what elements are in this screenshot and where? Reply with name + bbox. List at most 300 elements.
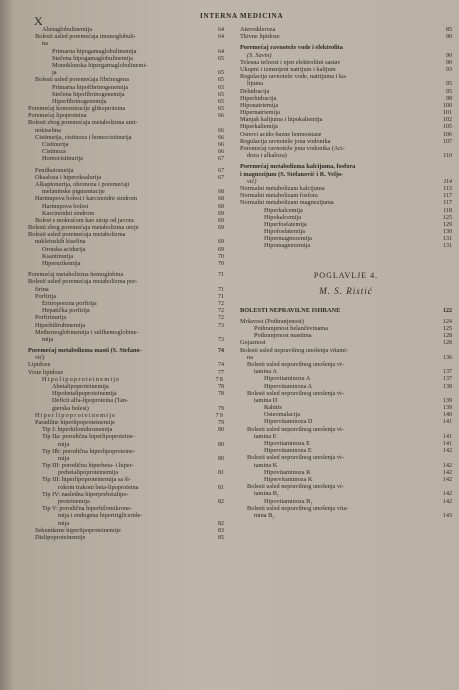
toc-entry xyxy=(240,332,452,339)
toc-entry-page: 117 xyxy=(443,193,452,200)
toc-entry-title: nukleinskih kiselina xyxy=(35,238,86,246)
toc-entry-page: 70 xyxy=(218,253,224,260)
toc-entry xyxy=(28,98,224,105)
toc-entry xyxy=(28,484,224,491)
toc-entry xyxy=(28,307,224,314)
toc-entry-title: Dislipoproteinemije xyxy=(35,533,86,541)
toc-entry-page: 78 xyxy=(215,376,224,383)
toc-entry-title: Deficit alfa-lipoproteina (Tan- xyxy=(52,397,129,405)
toc-entry xyxy=(240,80,452,87)
toc-entry-page: 80 xyxy=(218,441,224,448)
toc-entry xyxy=(28,361,224,368)
toc-entry-page: 136 xyxy=(443,354,452,361)
toc-entry xyxy=(240,44,452,51)
toc-entry-title: tamina A xyxy=(254,368,277,376)
toc-entry-title: Regulacija ravnoteže jona vodonika xyxy=(240,137,331,145)
toc-entry-title: proteinemija xyxy=(58,498,90,505)
toc-entry-page: 140 xyxy=(443,412,452,419)
toc-entry-title: Bolesti usled nepravilnog unošenja vi- xyxy=(247,425,344,433)
toc-entry xyxy=(28,40,224,47)
toc-entry xyxy=(28,48,224,55)
toc-entry-page: 71 xyxy=(218,272,224,279)
toc-entry xyxy=(240,318,452,325)
toc-left-column xyxy=(28,26,224,541)
toc-entry-title: Pothranjenost mastima xyxy=(254,332,312,340)
toc-entry xyxy=(28,148,224,155)
toc-entry-page: 65 xyxy=(218,84,224,91)
toc-entry-title: Dehidracija xyxy=(240,87,270,95)
toc-entry-title: Telesna tečnost i njen elektrolitni sastav xyxy=(240,58,341,66)
toc-entry xyxy=(240,235,452,242)
toc-entry-page: 107 xyxy=(443,138,452,145)
toc-entry xyxy=(240,66,452,73)
toc-entry xyxy=(28,390,224,397)
toc-entry xyxy=(240,505,452,512)
toc-entry-page: 141 xyxy=(443,441,452,447)
toc-entry-page: 66 xyxy=(218,142,224,148)
binding-shadow xyxy=(0,0,14,690)
toc-entry-page: 73 xyxy=(218,322,224,329)
toc-entry-page: 69 xyxy=(218,210,224,217)
toc-entry-title: Poremećaj ravnoteže jona vodonika (Aci- xyxy=(240,145,345,152)
toc-entry-title: melaninske pigmentacije xyxy=(42,188,105,196)
toc-entry-title: Hiperkalcemija xyxy=(264,206,303,214)
toc-entry-page: 125 xyxy=(443,214,452,221)
toc-entry-title: mija xyxy=(42,335,54,343)
toc-entry-title: Hipovitaminoza E xyxy=(264,440,310,447)
toc-entry-page: 65 xyxy=(218,106,224,113)
toc-entry xyxy=(240,426,452,433)
toc-entry-title: Vrste lipidoze xyxy=(28,368,64,376)
toc-entry xyxy=(28,534,224,541)
toc-entry-page: 82 xyxy=(218,520,224,527)
toc-entry-title: Hipervitaminoza D xyxy=(264,418,313,426)
toc-entry-page: 90 xyxy=(446,34,452,41)
toc-entry-title: Hiperlipoproteinemije xyxy=(35,411,117,419)
toc-entry-page: 131 xyxy=(443,236,452,243)
toc-entry xyxy=(240,95,452,102)
toc-entry xyxy=(28,278,224,285)
toc-entry-title: Bolesti usled nepravilnog unošenja vitami- xyxy=(240,346,349,354)
toc-entry-title: Ksantinurija xyxy=(42,252,74,260)
toc-entry-title: prebetalipoproteinemija xyxy=(58,469,119,477)
toc-entry-page: 85 xyxy=(218,534,224,541)
toc-entry-title: Bolesti usled poremećaja fibrinogena xyxy=(35,76,129,84)
toc-entry-page: 81 xyxy=(218,484,224,491)
toc-entry xyxy=(240,73,452,80)
toc-entry-page: 118 xyxy=(443,207,452,214)
toc-entry-page: 139 xyxy=(443,405,452,412)
toc-entry-title: BOLESTI NEPRAVILNE ISHRANE xyxy=(240,306,341,314)
toc-entry xyxy=(240,171,452,178)
toc-entry-title: Bolesti zbog poremećaja metabolizma ureje xyxy=(28,224,139,232)
toc-entry-title: Bolesti usled nepravilnog unošenja vi- xyxy=(247,454,344,462)
toc-entry xyxy=(28,322,224,329)
toc-entry-page: 142 xyxy=(443,469,452,476)
toc-entry-title: tamina D xyxy=(254,396,278,404)
toc-entry-title: mija xyxy=(58,440,70,448)
toc-entry-title: Tip IV: nasledna hiperprebetalipo- xyxy=(42,490,129,498)
toc-entry-title: Cistinurija xyxy=(42,141,69,148)
toc-entry-title: Oksaloza i hiperoksalurija xyxy=(35,173,102,181)
toc-entry xyxy=(240,131,452,138)
toc-entry-page: 66 xyxy=(218,134,224,141)
toc-entry-title: Sekundarne hiperlipoproteinemije xyxy=(35,526,121,534)
toc-right-column xyxy=(240,26,452,519)
toc-entry xyxy=(28,238,224,245)
toc-entry-title: Monoklonska hipergamaglobulinemi- xyxy=(52,61,148,69)
toc-entry-page: 66 xyxy=(218,149,224,156)
toc-entry-page: 65 xyxy=(218,77,224,84)
toc-entry-title: Porfirinurija xyxy=(35,314,67,322)
toc-entry xyxy=(28,112,224,119)
toc-entry-title: Bolesti usled nepravilnog unošenja vi- xyxy=(247,389,344,397)
toc-entry-title: Manjak kalijuma i hipokaliemija xyxy=(240,116,323,124)
toc-entry xyxy=(28,498,224,505)
toc-entry xyxy=(28,300,224,307)
toc-entry xyxy=(28,441,224,448)
toc-entry-title: vić) xyxy=(247,177,257,185)
toc-entry-page: 79 xyxy=(218,405,224,412)
toc-entry-title: Hiperurikemija xyxy=(42,260,81,267)
toc-entry-title: Hiperhidracija xyxy=(240,94,277,102)
toc-entry xyxy=(240,512,452,519)
toc-entry xyxy=(240,185,452,192)
toc-entry xyxy=(28,448,224,455)
toc-entry-title: Paradilne hiperlipoproteinemije xyxy=(35,418,115,426)
toc-entry xyxy=(240,325,452,332)
toc-entry-title: tamina E xyxy=(254,432,277,440)
running-header: INTERNA MEDICINA xyxy=(200,12,284,20)
toc-entry xyxy=(240,59,452,66)
toc-entry-page: 82 xyxy=(218,499,224,505)
toc-entry-title: Orotska acidurija xyxy=(42,245,86,253)
toc-entry xyxy=(240,433,452,440)
toc-entry-title: Hipervitaminoza E xyxy=(264,447,312,455)
toc-entry xyxy=(28,397,224,404)
toc-entry xyxy=(28,271,224,278)
spacer xyxy=(240,260,452,270)
toc-entry xyxy=(240,221,452,228)
toc-entry-page: 141 xyxy=(443,419,452,426)
toc-entry-title: doza i alkaloza) xyxy=(247,152,287,160)
toc-entry-title: Hiperfosfatemija xyxy=(264,220,307,228)
toc-entry xyxy=(28,419,224,426)
toc-entry-page: 64 xyxy=(218,34,224,41)
toc-entry-page: 128 xyxy=(443,340,452,347)
chapter-heading: POGLAVLJE 4. xyxy=(313,270,379,280)
toc-entry-title: (S. Savin) xyxy=(247,51,272,59)
toc-entry xyxy=(28,426,224,433)
toc-entry-page: 90 xyxy=(446,52,452,59)
toc-entry xyxy=(240,102,452,109)
spacer xyxy=(240,297,452,307)
toc-entry xyxy=(28,314,224,321)
toc-entry-title: Tip IIb: porodična hiperlipoproteine- xyxy=(42,447,135,455)
toc-entry-page: 142 xyxy=(443,491,452,498)
toc-entry xyxy=(240,26,452,33)
toc-entry xyxy=(240,490,452,497)
toc-entry-title: Tip I: hiperhilomikronemija xyxy=(42,426,113,434)
toc-entry-title: Ateroskleroza xyxy=(240,26,276,33)
toc-entry xyxy=(28,84,224,91)
toc-entry xyxy=(28,26,224,33)
toc-entry-title: Bolest s mokraćom kao sirup od javora xyxy=(35,216,134,224)
toc-entry xyxy=(240,498,452,505)
toc-entry xyxy=(240,199,452,206)
toc-entry-title: Osnovi acido-bazne homeostaze xyxy=(240,130,322,138)
toc-entry xyxy=(28,155,224,162)
toc-entry xyxy=(240,483,452,490)
toc-entry-title: Abetalipoproteinemija xyxy=(52,383,109,390)
toc-entry-page: 67 xyxy=(218,174,224,181)
toc-entry xyxy=(240,390,452,397)
toc-entry-title: Gojaznost xyxy=(240,339,266,347)
toc-entry-page: 64 xyxy=(218,27,224,33)
toc-entry xyxy=(28,62,224,69)
toc-entry-title: Lipidoze xyxy=(28,361,51,369)
toc-entry xyxy=(28,167,224,174)
toc-entry xyxy=(28,369,224,376)
toc-entry-page: 81 xyxy=(218,470,224,477)
toc-entry-page: 80 xyxy=(218,455,224,462)
toc-entry xyxy=(240,454,452,461)
toc-entry-page: 69 xyxy=(218,225,224,232)
toc-entry-title: Stečena hipofibrinogenemija xyxy=(52,90,125,98)
toc-entry-title: Poremećaj metabolizma hemoglobina xyxy=(28,271,124,279)
toc-entry xyxy=(28,217,224,224)
toc-entry-title: Tip III: porodična hiperbeta- i hiper- xyxy=(42,462,134,470)
toc-entry-page: 66 xyxy=(218,113,224,120)
toc-entry-page: 65 xyxy=(218,98,224,105)
toc-entry-title: Cistinoza xyxy=(42,148,66,156)
toc-entry-page: 71 xyxy=(218,293,224,300)
toc-entry-page: 70 xyxy=(218,261,224,267)
toc-entry-title: Primarna hipogamaglobulinemija xyxy=(52,47,137,55)
toc-entry-title: rokom trakom beta-lipoproteina xyxy=(58,483,139,491)
toc-entry-page: 66 xyxy=(218,127,224,134)
toc-entry xyxy=(28,376,224,383)
toc-entry xyxy=(28,134,224,141)
toc-entry-title: Tip III: hiperlipoproteinemija sa ši- xyxy=(42,476,131,484)
toc-entry xyxy=(240,123,452,130)
toc-entry xyxy=(240,440,452,447)
toc-entry xyxy=(28,105,224,112)
toc-entry-title: mina B₂ xyxy=(254,511,275,519)
toc-entry-title: Poremećaj koncentracije glikoproteina xyxy=(28,105,126,113)
toc-entry xyxy=(240,52,452,59)
toc-entry xyxy=(28,33,224,40)
toc-entry-page: 129 xyxy=(443,221,452,228)
toc-entry-title: Karcinoidni sindrom xyxy=(42,209,95,217)
toc-entry-page: 142 xyxy=(443,476,452,483)
toc-entry xyxy=(28,260,224,267)
toc-entry-title: Normalni metabolizam kalcijuma xyxy=(240,184,325,192)
toc-entry-title: Primarna hipofibrinogenemija xyxy=(52,83,129,91)
toc-entry-title: Osteomalacija xyxy=(264,411,301,419)
toc-entry xyxy=(28,520,224,527)
toc-entry-title: Tip IIa: porodična hiperlipoproteine- xyxy=(42,433,135,441)
toc-entry-page: 131 xyxy=(443,243,452,250)
toc-entry-title: Eritropoezna porfirija xyxy=(42,299,97,307)
toc-entry-title: Mršavost (Pothranjenost) xyxy=(240,317,304,325)
toc-entry-page: 98 xyxy=(446,95,452,102)
toc-entry xyxy=(240,192,452,199)
toc-entry-title: Normalni metabolizam magnezijuma xyxy=(240,199,334,207)
toc-entry-page: 93 xyxy=(446,66,452,73)
toc-entry-page: 73 xyxy=(218,336,224,343)
toc-entry xyxy=(240,404,452,411)
toc-entry-page: 142 xyxy=(443,448,452,455)
toc-entry-title: lijuma xyxy=(247,80,264,88)
toc-entry-title: Poremećaj metabolizma kalcijuma, fosfora xyxy=(240,163,356,171)
toc-entry-page: 72 xyxy=(218,308,224,315)
toc-entry-page: 95 xyxy=(446,88,452,95)
toc-entry xyxy=(240,178,452,185)
toc-entry-page: 115 xyxy=(443,185,452,192)
toc-entry-page: 139 xyxy=(443,397,452,404)
toc-entry-title: tamina K xyxy=(254,461,278,469)
toc-entry xyxy=(240,383,452,390)
toc-entry-page: 65 xyxy=(218,55,224,62)
toc-entry-title: Hipokalcemija xyxy=(264,213,302,221)
toc-entry xyxy=(28,119,224,126)
toc-entry-title: Cistinurija, cistinoza i homocistinurija xyxy=(35,133,132,141)
toc-entry-page: 101 xyxy=(443,110,452,117)
toc-entry-page: 124 xyxy=(443,318,452,325)
toc-entry-title: Poremećaj lipoproteina xyxy=(28,112,87,120)
toc-entry-title: i magnezijum (S. Stefanović i R. Veljo- xyxy=(240,170,344,178)
toc-entry xyxy=(28,141,224,148)
toc-entry xyxy=(28,527,224,534)
toc-entry-title: Bolesti usled nepravilnog unošenja vi- xyxy=(247,483,344,491)
toc-entry-title: Alkaptonurija, ohronoza i poremećaji xyxy=(35,180,130,188)
toc-entry-page: 130 xyxy=(443,229,452,236)
toc-entry-title: Normalni metabolizam fosfora xyxy=(240,192,318,200)
toc-entry-page: 138 xyxy=(443,383,452,390)
toc-entry xyxy=(28,512,224,519)
toc-entry-page: 78 xyxy=(218,391,224,398)
toc-entry-page: 102 xyxy=(443,117,452,124)
toc-entry xyxy=(240,242,452,249)
toc-entry xyxy=(240,462,452,469)
toc-entry-title: Hartnupova bolest i karcinoidni sindrom xyxy=(35,195,138,203)
toc-entry xyxy=(28,203,224,210)
toc-entry xyxy=(28,246,224,253)
toc-entry-title: Hipovitaminoza K xyxy=(264,468,311,476)
toc-entry xyxy=(28,231,224,238)
toc-entry-title: Hipobetalipoproteinemija xyxy=(52,390,117,398)
toc-entry-page: 137 xyxy=(443,376,452,383)
toc-entry-title: na xyxy=(42,40,48,48)
toc-entry-title: vić) xyxy=(35,354,45,362)
toc-entry-page: 105 xyxy=(443,124,452,131)
toc-entry-title: firina xyxy=(35,285,49,293)
toc-entry-title: Methemoglobinemija i sulfhemoglobine- xyxy=(35,328,139,336)
toc-entry-page: 69 xyxy=(218,217,224,224)
spacer xyxy=(240,250,452,260)
toc-entry-title: Hipovitaminoza B₁ xyxy=(264,497,313,505)
toc-entry-page: 100 xyxy=(443,102,452,109)
toc-entry xyxy=(240,116,452,123)
toc-entry-title: Hiperkaliemija xyxy=(240,123,278,131)
toc-entry-page: 114 xyxy=(443,178,452,185)
chapter-author: M. S. Ristić xyxy=(319,285,373,296)
toc-entry xyxy=(240,447,452,454)
toc-entry xyxy=(28,76,224,83)
toc-entry-page: 68 xyxy=(218,196,224,203)
toc-entry-title: Hipolipoproteinemije xyxy=(42,375,121,383)
toc-entry-page: 68 xyxy=(218,203,224,210)
toc-entry-title: Ukupni i izmenjeni natrijum i kalijum xyxy=(240,65,336,73)
toc-entry xyxy=(240,33,452,40)
toc-entry-page: 79 xyxy=(215,412,224,419)
toc-entry xyxy=(240,152,452,159)
toc-entry-title: Hipervitaminoza A xyxy=(264,382,313,390)
toc-entry xyxy=(28,181,224,188)
toc-entry-title: Hipernatriemija xyxy=(240,109,280,117)
toc-entry xyxy=(28,286,224,293)
toc-entry-title: Bolesti usled poremećaja metabolizma xyxy=(28,231,126,239)
toc-entry-page: 68 xyxy=(218,189,224,196)
toc-entry xyxy=(240,347,452,354)
toc-entry xyxy=(240,145,452,152)
toc-entry xyxy=(240,228,452,235)
toc-entry xyxy=(28,412,224,419)
toc-entry-title: ja xyxy=(52,69,57,77)
toc-entry xyxy=(28,347,224,354)
toc-entry-title: nokiselina xyxy=(35,126,61,134)
toc-entry-page: 106 xyxy=(443,131,452,138)
toc-entry-page: 72 xyxy=(218,300,224,307)
toc-entry xyxy=(28,174,224,181)
toc-entry-page: 65 xyxy=(218,91,224,98)
toc-entry xyxy=(28,224,224,231)
toc-entry-page: 142 xyxy=(443,498,452,505)
toc-entry xyxy=(28,505,224,512)
toc-entry xyxy=(28,455,224,462)
toc-entry-page: 122 xyxy=(443,307,452,314)
toc-entry-page: 125 xyxy=(443,326,452,332)
toc-entry xyxy=(240,138,452,145)
toc-entry-title: Hipermagnezemija xyxy=(264,235,312,243)
toc-entry xyxy=(240,361,452,368)
toc-entry xyxy=(28,354,224,361)
toc-entry xyxy=(240,469,452,476)
toc-entry-title: gierska bolest) xyxy=(52,404,89,412)
toc-entry-title: Fenilketonurija xyxy=(35,166,74,174)
toc-entry xyxy=(28,469,224,476)
toc-entry-title: Hartnupova bolest xyxy=(42,202,89,210)
toc-entry xyxy=(240,339,452,346)
toc-entry xyxy=(28,293,224,300)
toc-entry-title: Bolesti zbog poremećaja metabolizma ami- xyxy=(28,119,138,127)
toc-entry xyxy=(28,491,224,498)
toc-entry xyxy=(28,127,224,134)
toc-entry-title: Poremećaj metabolizma masti (S. Stefano- xyxy=(28,347,142,355)
toc-entry xyxy=(28,195,224,202)
toc-entry xyxy=(28,188,224,195)
toc-entry-page: 79 xyxy=(218,419,224,426)
toc-entry-title: Poremećaj ravnoteže vode i elektrolita xyxy=(240,44,343,52)
toc-entry-title: Hiperfibrinogenemija xyxy=(52,97,107,105)
toc-entry-page: 95 xyxy=(446,81,452,88)
toc-entry xyxy=(28,253,224,260)
toc-entry-page: 64 xyxy=(218,48,224,55)
toc-entry-page: 69 xyxy=(218,246,224,253)
toc-entry-title: Tkivne lipidoze xyxy=(240,33,280,41)
toc-entry-page: 65 xyxy=(218,70,224,77)
